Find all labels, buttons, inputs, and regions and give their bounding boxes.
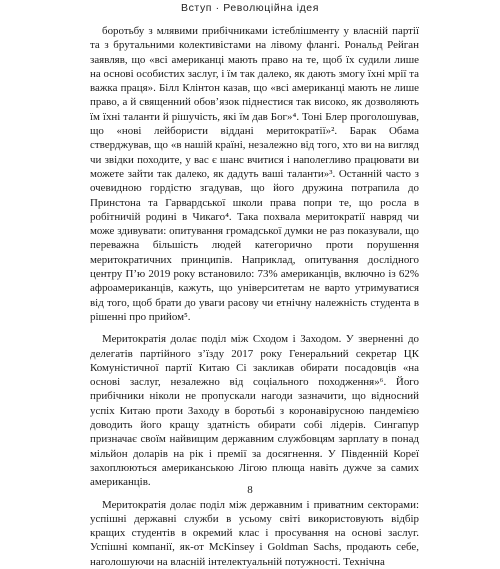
paragraph: Меритократія долає поділ між державним і приватним секторами: успішні державні служби в усьому світі використовують відбір кращих студентів в окремий клас і просування на основі заслуг. Успішні компанії, як-от McKinsey і Goldman Sachs, продають себе, наголошуючи на власній інтелектуальній потужності. Технічна xyxy=(90,498,419,568)
page-number: 8 xyxy=(247,484,253,496)
paragraph: Меритократія долає поділ між Сходом і Заходом. У зверненні до делегатів партійного з’їзду 2017 року Генеральний секретар ЦК Комуністичної партії Китаю Сі закликав обирати посадовців «на основі заслуг, незалежно від соціального походження»⁶. Його прибічники ніколи не пропускали нагоди зазначити, що відносний успіх Китаю проти Заходу в боротьбі з коронавірусною пандемією доводить його кращу здатність обирати собі лідерів. Сингапур призначає своїм найвищим державним службовцям зарплату в понад мільйон доларів на рік і премії за досягнення. У Південній Кореї захоплюються американською Лігою плюща навіть дужче за самих американців. xyxy=(90,333,419,489)
running-header: Вступ · Революційна ідея xyxy=(180,2,320,14)
paragraph: боротьбу з млявими прибічниками істеблішменту у власній партії та з брутальними колективістами на лівому флангі. Рональд Рейган заявляв, що «всі американці мають право на те, щоб їх судили лише на основі особистих заслуг, і їм так далеко, як дають змогу їхні мрії та важка праця». Білл Клінтон казав, що «всі американці мають не лише право, а й священний обов’язок піднестися так високо, як дозволяють їм їхні таланти й рішучість, які їм дав Бог»⁴. Тоні Блер проголошував, що «нові лейбористи віддані меритократії»². Барак Обама стверджував, що «в нашій країні, незалежно від того, хто ви на вигляд чи звідки походите, у вас є шанс вчитися і наполегливо працювати ви можете зайти так далеко, як дадуть ваші таланти»³. Останній часто з очевидною гордістю згадував, що його дружина потрапила до Принстона та Гарвардської школи права попри те, що росла в робітничій родині в Чикаго⁴. Така похвала меритократії навряд чи може здивувати: опитування громадської думки не раз показували, що переважна більшість людей категорично проти порушення меритократичних принципів. Наприклад, опитування дослідного центру П’ю 2019 року встановило: 73% американців, включно із 62% афроамериканців, кажуть, що університетам не варто утримуватися від того, щоб брати до уваги расову чи етнічну належність студента в рішенні про прийом⁵. xyxy=(90,25,419,323)
